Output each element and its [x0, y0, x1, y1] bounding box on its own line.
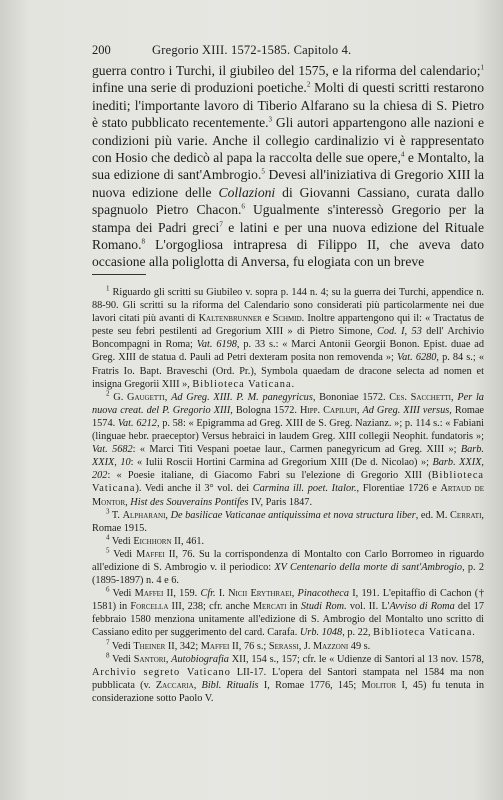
text-run: Serassi: [268, 640, 299, 652]
text-run: Hist des Souverains Pontifes: [130, 496, 249, 508]
text-run: , p. 22,: [342, 627, 374, 639]
text-run: Studi Rom.: [300, 601, 347, 613]
running-title: Gregorio XIII. 1572-1585. Capitolo 4.: [152, 43, 352, 57]
text-run: 2: [106, 389, 110, 398]
footnote-7: [92, 640, 484, 653]
text-run: , Romae 1574.: [92, 404, 484, 429]
text-run: ,: [291, 588, 298, 600]
text-run: Pinacotheca: [297, 588, 350, 600]
footnote-divider: [92, 274, 146, 275]
text-run: , p. 58: « Epigramma ad Greg. XIII de S. Greg. Nazianz. »; p. 114 s.: « Fabiani (linguae hebr. praeceptor) Versus hebraici in laudem Greg. XIII collegii Neophit. fundatoris »;: [92, 417, 485, 443]
text-run: 1: [106, 284, 110, 293]
text-run: , ed. M.: [415, 509, 451, 521]
text-run: Gaugetti: [127, 391, 165, 403]
text-run: 3: [106, 507, 110, 516]
main-text: [92, 62, 484, 271]
footnote-ref: 4: [400, 150, 405, 159]
text-run: I, 45) fu tenuta in considerazione sotto Paolo V.: [92, 679, 484, 704]
text-run: Mercati: [252, 601, 287, 613]
text-run: ,: [165, 653, 172, 665]
text-run: , Florentiae 1726 e: [356, 483, 441, 495]
text-run: ,: [193, 679, 202, 691]
text-run: XII, 154 s., 157; cfr. le « Udienze di Santori al 13 nov. 1578,: [228, 653, 484, 665]
text-run: II, 461.: [171, 535, 205, 547]
text-run: II, 159.: [163, 588, 201, 600]
footnote-ref: 5: [261, 167, 265, 176]
text-run: , p. 84 s.; « Fratris Io. Bapt. Braveschi (Ord. Pr.), Symbola quaedam de dracone selecta ad nomen et insigna Gregorii XIII »,: [92, 352, 484, 390]
text-run: Vat. 6212: [117, 417, 157, 429]
text-run: LII-17. L'opera del Santori stampata nel 1584 ma non pubblicata (v.: [92, 666, 484, 691]
text-run: Maffei: [136, 548, 165, 560]
text-run: di Giovanni Cassiano, curata dallo spagnuolo Pietro Chacon.: [92, 184, 484, 218]
text-run: Cerrati: [450, 509, 482, 521]
text-run: III, 238; cfr. anche: [168, 601, 253, 613]
text-run: : « Iulii Roscii Hortini Carmina ad Gregorium XIII (De d. Nicolao) »;: [130, 457, 433, 469]
text-run: 6: [106, 585, 110, 594]
text-run: Carmina ill. poet. Italor.: [252, 483, 357, 495]
text-run: Eichhorn: [133, 535, 172, 547]
text-run: dell' Archivio Boncompagni in Roma;: [92, 326, 484, 351]
text-run: Kaltenbrunner: [198, 313, 262, 325]
text-run: ,: [356, 404, 363, 416]
text-run: . Inoltre appartengono qui il: « Tractatus de peste seu febri pestilenti ad Gregorium XIII » di Pietro Simone,: [92, 313, 484, 338]
text-run: Riguardo gli scritti su Giubileo v. sopra p. 144 n. 4; su la guerra dei Turchi, appendice n. 88-90. Gli scritti su la riforma del Calendario sono considerati più particolarmente nei due lavori citati più avanti di: [92, 287, 484, 325]
page-header: [92, 43, 483, 58]
text-run: Autobiografia: [171, 653, 229, 665]
text-run: ,: [165, 509, 171, 521]
text-run: : « Poesie italiane, di Giacomo Fabri su l'elezione di Gregorio XIII (: [107, 470, 432, 482]
text-run: e: [261, 313, 273, 325]
text-run: Archivio segreto Vaticano: [92, 666, 231, 678]
footnote-1: [92, 286, 484, 391]
footnote-ref: 1: [480, 63, 484, 72]
text-run: guerra contro i Turchi, il giubileo del 1575, e la riforma del calendario;: [92, 63, 481, 78]
text-run: T.: [109, 509, 123, 521]
text-run: e Montalto, la sua edizione di sant'Ambrogio.: [92, 150, 484, 183]
text-run: .: [472, 627, 475, 639]
text-run: Vat. 5682: [92, 444, 133, 456]
text-run: , Bologna 1572.: [230, 404, 300, 416]
text-run: Vedi: [109, 588, 135, 600]
text-run: Biblioteca Vaticana: [92, 470, 484, 495]
text-run: Barb. XXIX, 10: [92, 444, 484, 469]
text-run: G.: [109, 391, 128, 403]
text-run: II, 342;: [165, 640, 201, 652]
footnote-ref: 3: [268, 115, 273, 124]
text-run: Artaud de Montor: [92, 483, 484, 508]
text-run: Ad Greg. XIII. P. M. panegyricus: [171, 391, 313, 403]
text-run: Urb. 1048: [299, 627, 343, 639]
page-number: 200: [92, 43, 111, 57]
text-run: 8: [106, 651, 110, 660]
text-run: ,: [125, 496, 131, 508]
text-run: Mazzoni: [313, 640, 349, 652]
text-run: Ugualmente s'interessò Gregorio per la stampa dei Padri greci: [92, 202, 484, 235]
text-run: Ad Greg. XIII versus: [362, 404, 450, 416]
text-run: I.: [215, 588, 229, 600]
text-run: XV Centenario della morte di sant'Ambrogio: [274, 561, 463, 573]
footnote-ref: 8: [141, 237, 145, 246]
main-paragraph: [92, 62, 484, 271]
text-run: Alpharani: [122, 509, 166, 521]
text-run: Per la nuova creat. del P. Gregorio XIII: [92, 391, 484, 416]
text-run: Vedi: [109, 535, 134, 547]
text-run: Ces. Sacchetti: [389, 391, 451, 403]
text-run: Cod. I, 53: [376, 326, 422, 338]
text-run: Bibl. Ritualis: [201, 679, 259, 691]
text-run: 5: [106, 546, 110, 555]
text-run: : « Marci Titi Vespani poetae laur., Carmen panegyricum ad Greg. XIII »;: [132, 444, 461, 456]
text-run: Vat. 6280: [397, 352, 437, 364]
footnote-ref: 6: [241, 202, 245, 211]
text-run: del 17 febbraio 1580 menziona unitamente all'edizione di S. Ambrogio del Montalto uno scritto di Cassiano edito per suggerimento del card. Carafa.: [92, 601, 484, 639]
text-run: Gli autori appartengono alle nazioni e condizioni più varie. Anche il collegio cardinalizio vi è rappresentato con Hosio che dedicò al papa la raccolta delle sue opere,: [92, 115, 484, 166]
footnote-6: [92, 587, 484, 639]
text-run: 7: [106, 638, 110, 647]
footnotes: [92, 286, 484, 705]
text-run: vol. II. L': [346, 601, 390, 613]
footnote-ref: 7: [219, 220, 223, 229]
text-run: II, 76 s.;: [229, 640, 269, 652]
text-run: , J.: [298, 640, 314, 652]
text-run: , Romae 1915.: [92, 509, 484, 534]
text-run: De basilicae Vaticanae antiquissima et nova structura liber: [170, 509, 416, 521]
text-run: Biblioteca Vaticana: [373, 627, 473, 639]
text-run: infine una serie di produzioni poetiche.: [92, 80, 307, 96]
text-run: ,: [451, 391, 458, 403]
footnote-4: [92, 535, 484, 548]
text-run: Forcella: [130, 601, 169, 613]
footnote-3: [92, 509, 484, 535]
text-run: Hipp. Capilupi: [300, 404, 357, 416]
footnote-2: [92, 391, 484, 509]
text-run: Vedi: [109, 640, 134, 652]
text-run: ,: [164, 391, 172, 403]
footnote-ref: 2: [306, 80, 311, 89]
text-run: 49 s.: [348, 640, 371, 652]
text-run: Nicii Erythraei: [228, 588, 292, 600]
text-run: Devesi all'iniziativa di Gregorio XIII la nuova edizione delle: [92, 167, 485, 200]
text-run: Theiner: [133, 640, 166, 652]
text-run: Vedi: [109, 548, 137, 560]
text-run: II, 76. Su la corrispondenza di Montalto con Carlo Borromeo in riguardo all'edizione di S. Ambrogio v. il periodico:: [92, 548, 484, 573]
text-run: , p. 33 s.: « Marci Antonii Georgii Bonon. Epist. duae ad Greg. XIII de statua d. Pauli ad Petri dexteram posita non removenda »;: [92, 339, 484, 364]
text-run: IV, Paris 1847.: [248, 496, 313, 508]
text-run: e latini e per una nuova edizione del Rituale Romano.: [92, 219, 484, 253]
text-run: Avviso di Roma: [389, 601, 455, 613]
text-run: Maffei: [134, 588, 164, 600]
text-run: Zaccaria: [155, 679, 194, 691]
text-run: Collazioni: [218, 184, 276, 200]
text-run: L'orgogliosa intrapresa di Filippo II, che aveva dato occasione alla poliglotta di Anversa, fu elogiata con un breve: [92, 237, 484, 270]
text-run: , p. 2 (1895-1897) n. 4 e 6.: [92, 561, 485, 587]
text-run: in: [286, 601, 301, 613]
text-run: Vedi: [109, 653, 134, 665]
footnote-8: [92, 653, 484, 705]
text-run: ). Vedi anche il 3° vol. dei: [135, 483, 253, 495]
text-run: Maffei: [200, 640, 230, 652]
footnote-5: [92, 548, 484, 587]
text-run: I, 191. L'epitaffio di Cachon († 1581) in: [92, 588, 484, 613]
text-run: Molti di questi scritti restarono inediti; l'importante lavoro di Tiberio Alfarano su la chiesa di S. Pietro è stato pubblicato recentemente.: [92, 80, 484, 131]
text-run: Cfr.: [200, 588, 216, 600]
text-run: I, Romae 1776, 145;: [258, 679, 362, 691]
text-run: Vat. 6198: [196, 339, 237, 351]
text-run: .: [291, 378, 295, 390]
text-run: Schmid: [272, 313, 302, 325]
text-run: Biblioteca Vaticana: [192, 378, 292, 390]
text-run: Molitor: [361, 679, 397, 691]
text-run: Santori: [133, 653, 166, 665]
text-run: 4: [106, 533, 110, 542]
text-run: Barb. XXIX, 202: [92, 457, 484, 482]
text-run: , Bononiae 1572.: [312, 391, 390, 403]
